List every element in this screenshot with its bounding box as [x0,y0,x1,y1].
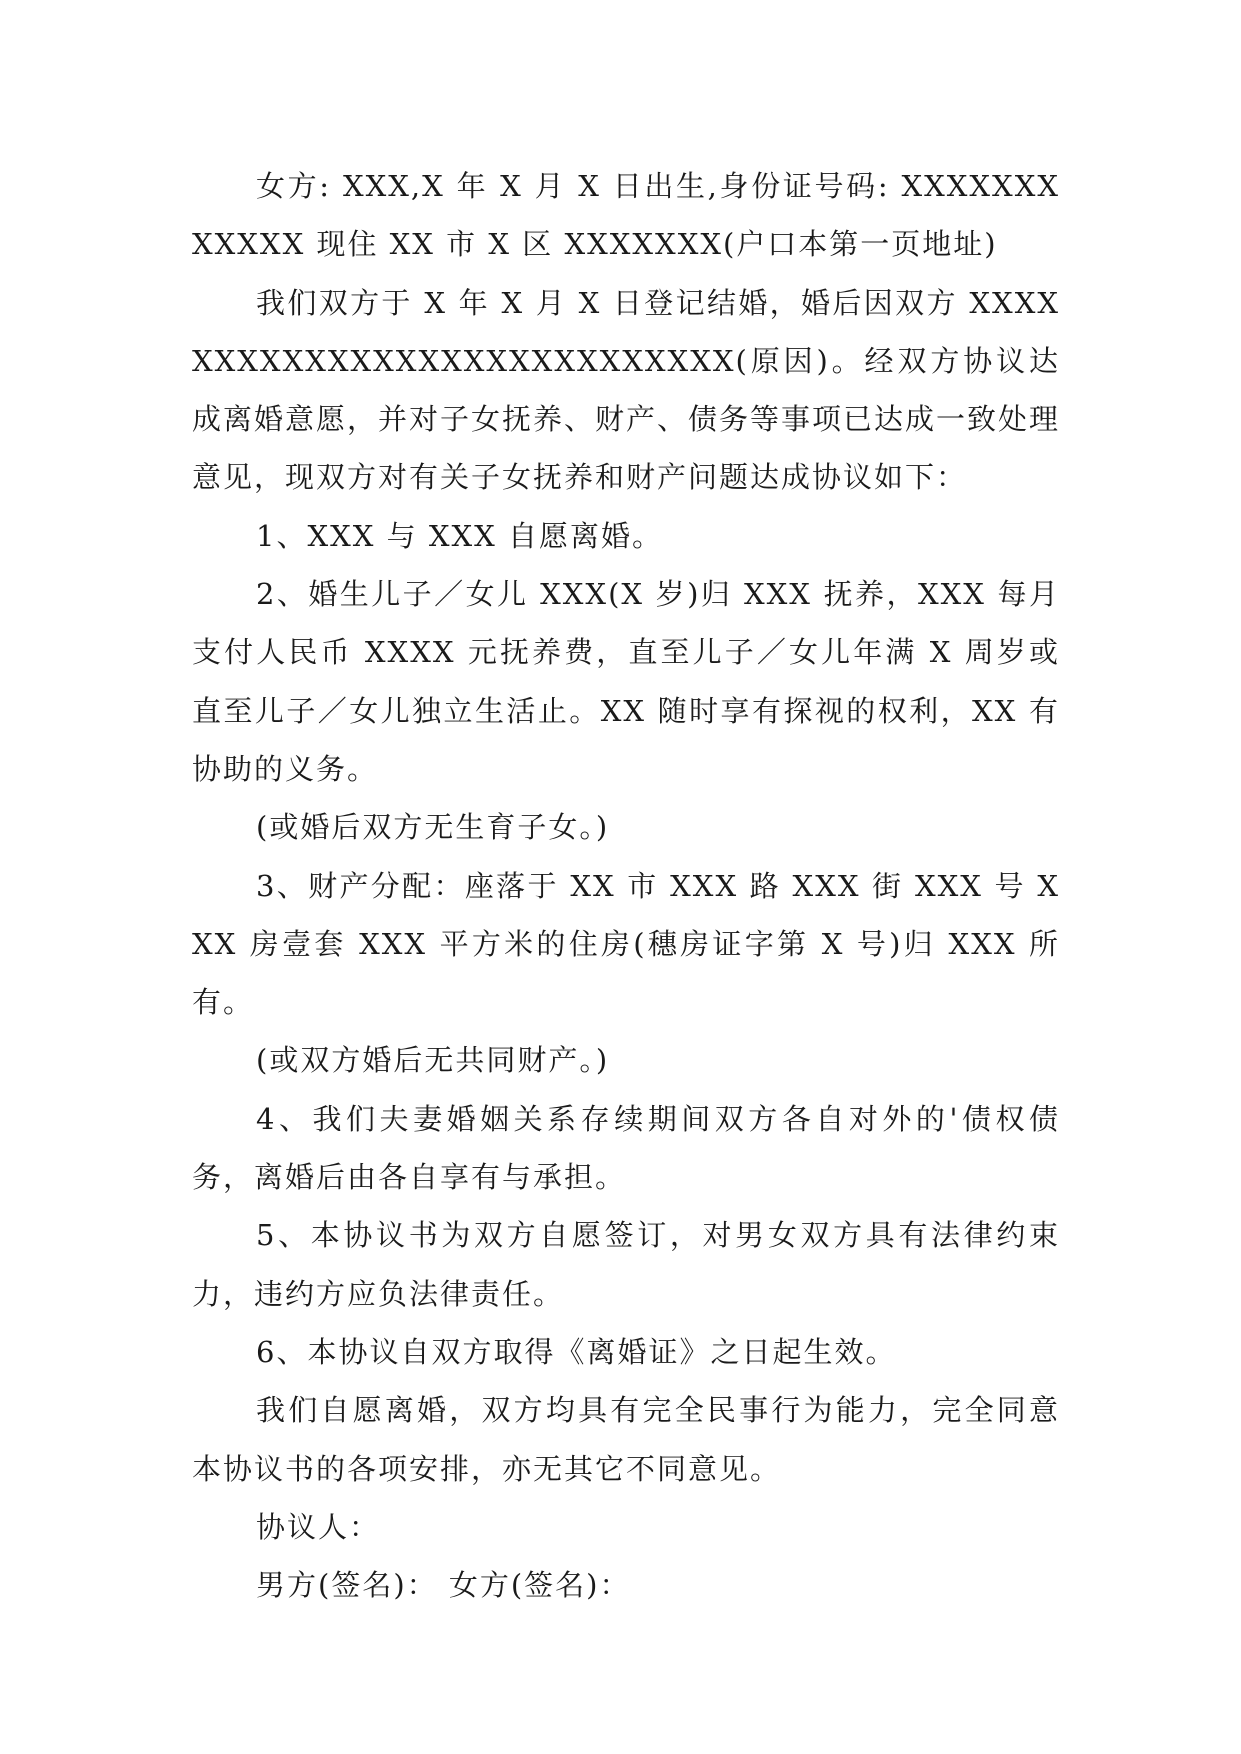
paragraph-female-party-info: 女方: XXX,X 年 X 月 X 日出生,身份证号码: XXXXXXXXXXXX 现住 XX 市 X 区 XXXXXXX(户口本第一页地址) [192,169,1060,262]
clause-6-effective: 6、本协议自双方取得《离婚证》之日起生效。 [256,1334,897,1369]
paragraph-consent: 我们自愿离婚，双方均具有完全民事行为能力，完全同意本协议书的各项安排，亦无其它不同意见。 [192,1393,1060,1486]
signatories-label: 协议人： [256,1509,381,1544]
signature-line: 男方(签名)： 女方(签名)： [256,1568,631,1603]
document-body [192,157,1060,1614]
clause-5-binding: 5、本协议书为双方自愿签订，对男女双方具有法律约束力，违约方应负法律责任。 [192,1218,1060,1311]
clause-2-child-custody: 2、婚生儿子／女儿 XXX(X 岁)归 XXX 抚养，XXX 每月支付人民币 XXXX 元抚养费，直至儿子／女儿年满 X 周岁或直至儿子／女儿独立生活止。XX 随时享有探视的权利，XX 有协助的义务。 [192,577,1060,786]
clause-3-alternative: (或双方婚后无共同财产。) [256,1043,610,1078]
clause-3-property: 3、财产分配：座落于 XX 市 XXX 路 XXX 街 XXX 号 XXX 房壹套 XXX 平方米的住房(穗房证字第 X 号)归 XXX 所有。 [192,868,1060,1020]
clause-4-debts: 4、我们夫妻婚姻关系存续期间双方各自对外的'债权债务，离婚后由各自享有与承担。 [192,1101,1060,1195]
paragraph-marriage-statement: 我们双方于 X 年 X 月 X 日登记结婚，婚后因双方 XXXXXXXXXXXXXXXXXXXXXXXXXXXX(原因)。经双方协议达成离婚意愿，并对子女抚养、财产、债务等事项已达成一致处理意见，现双方对有关子女抚养和财产问题达成协议如下： [192,285,1061,495]
clause-2-alternative: (或婚后双方无生育子女。) [256,810,610,845]
clause-1-divorce: 1、XXX 与 XXX 自愿离婚。 [256,518,663,553]
